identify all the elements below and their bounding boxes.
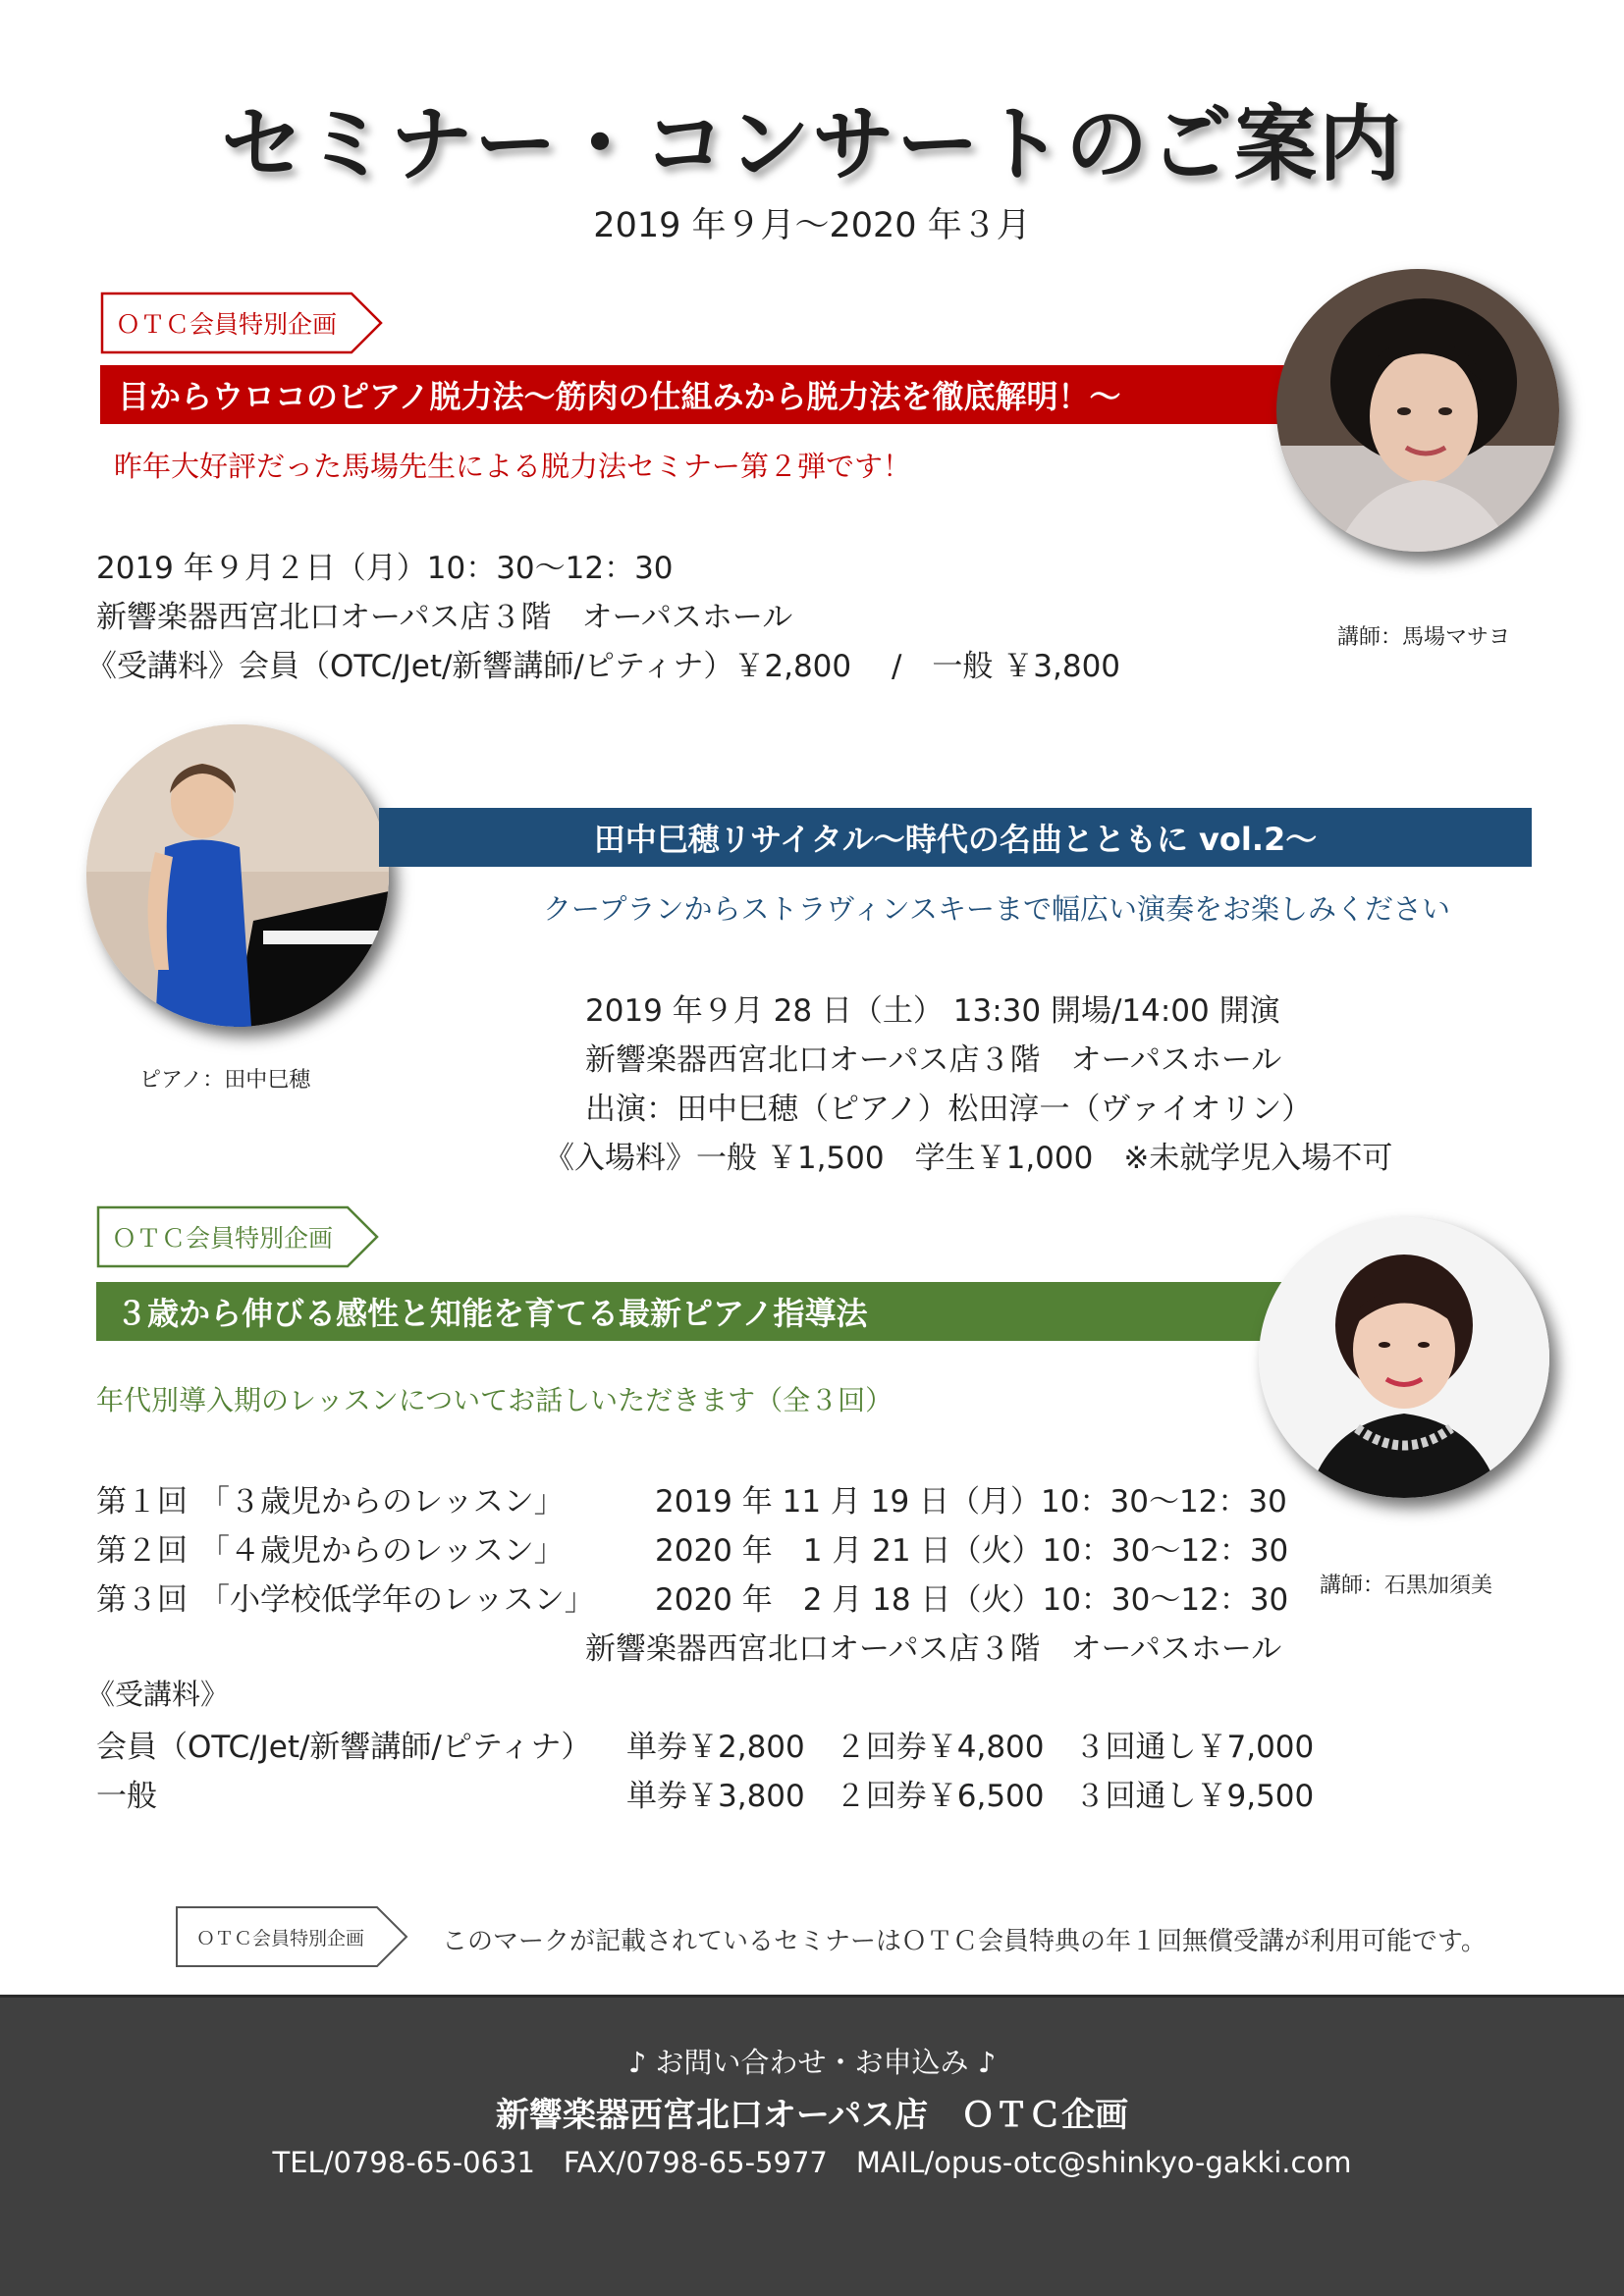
- seminar2-lead: 年代別導入期のレッスンについてお話しいただきます（全３回）: [96, 1384, 893, 1416]
- footer-store-name: 新響楽器西宮北口オーパス店 ＯＴＣ企画: [495, 2096, 1129, 2135]
- seminar1-instructor-caption: 講師：馬場マサヨ: [1337, 625, 1511, 650]
- fee-prices: 単券￥3,800 ２回券￥6,500 ３回通し￥9,500: [626, 1779, 1315, 1814]
- recital-title-banner: [379, 808, 1532, 867]
- session-name: 「４歳児からのレッスン」: [199, 1533, 565, 1569]
- session-number: 第３回: [96, 1582, 188, 1618]
- page-title: セミナー・コンサートのご案内: [220, 96, 1403, 192]
- session-row: [96, 1525, 1288, 1570]
- seminar1-lead: 昨年大好評だった馬場先生による脱力法セミナー第２弾です！: [114, 450, 912, 483]
- seminar2-instructor-caption: 講師：石黒加須美: [1320, 1574, 1493, 1598]
- fee-row: [96, 1771, 1314, 1815]
- instructor-photo-baba: [1276, 269, 1559, 552]
- seminar1-date: 2019 年９月２日（月）10：30〜12：30: [96, 551, 674, 586]
- fee-row: [96, 1722, 1314, 1766]
- fee-prices: 単券￥2,800 ２回券￥4,800 ３回通し￥7,000: [626, 1730, 1315, 1765]
- otc-tag-legend: [175, 1905, 410, 1968]
- recital-title: 田中巳穂リサイタル〜時代の名曲とともに vol.2〜: [593, 821, 1318, 858]
- fee-group: 会員（OTC/Jet/新響講師/ピティナ）: [96, 1730, 592, 1765]
- recital-fee: 《入場料》一般 ￥1,500 学生￥1,000 ※未就学児入場不可: [544, 1141, 1393, 1176]
- session-name: 「小学校低学年のレッスン」: [199, 1582, 595, 1618]
- seminar2-fee-heading: 《受講料》: [86, 1678, 230, 1711]
- contact-footer: [0, 1995, 1624, 2296]
- seminar2-title: ３歳から伸びる感性と知能を育てる最新ピアノ指導法: [116, 1295, 868, 1332]
- seminar2-venue: 新響楽器西宮北口オーパス店３階 オーパスホール: [585, 1631, 1282, 1667]
- otc-tag-label: ＯＴＣ会員特別企画: [116, 310, 338, 339]
- seminar1-title: 目からウロコのピアノ脱力法〜筋肉の仕組みから脱力法を徹底解明！〜: [118, 378, 1121, 415]
- otc-tag-label: ＯＴＣ会員特別企画: [196, 1927, 365, 1949]
- seminar1-title-banner: [100, 365, 1318, 424]
- seminar2-title-banner: [96, 1282, 1304, 1341]
- instructor-photo-ishiguro: [1259, 1217, 1549, 1498]
- performer-photo-tanaka: [86, 724, 389, 1027]
- otc-mark-legend-text: このマークが記載されているセミナーはＯＴＣ会員特典の年１回無償受講が利用可能です。: [442, 1927, 1487, 1956]
- footer-contact-info: TEL/0798-65-0631 FAX/0798-65-5977 MAIL/opus-otc@shinkyo-gakki.com: [272, 2146, 1352, 2179]
- otc-tag-seminar2: [96, 1205, 381, 1268]
- session-row: [96, 1476, 1287, 1521]
- recital-performer-caption: ピアノ：田中巳穂: [139, 1068, 311, 1093]
- session-number: 第１回: [96, 1484, 188, 1520]
- session-name: 「３歳児からのレッスン」: [199, 1484, 565, 1520]
- fee-group: 一般: [96, 1779, 157, 1814]
- seminar1-venue: 新響楽器西宮北口オーパス店３階 オーパスホール: [96, 600, 793, 635]
- recital-date: 2019 年９月 28 日（土） 13:30 開場/14:00 開演: [585, 993, 1280, 1029]
- session-number: 第２回: [96, 1533, 188, 1569]
- session-datetime: 2020 年 1 月 21 日（火）10：30〜12：30: [655, 1533, 1289, 1569]
- recital-lead: クープランからストラヴィンスキーまで幅広い演奏をお楽しみください: [543, 892, 1450, 926]
- session-datetime: 2020 年 2 月 18 日（火）10：30〜12：30: [655, 1582, 1289, 1618]
- seminar1-fee: 《受講料》会員（OTC/Jet/新響講師/ピティナ）￥2,800 / 一般 ￥3,800: [86, 649, 1121, 684]
- event-period: 2019 年９月〜2020 年３月: [593, 206, 1031, 245]
- recital-performers: 出演：田中巳穂（ピアノ）松田淳一（ヴァイオリン）: [585, 1092, 1313, 1127]
- footer-inquiry-heading: ♪ お問い合わせ・お申込み ♪: [627, 2046, 997, 2079]
- recital-venue: 新響楽器西宮北口オーパス店３階 オーパスホール: [585, 1042, 1282, 1078]
- otc-tag-seminar1: [100, 292, 385, 354]
- session-row: [96, 1575, 1288, 1619]
- session-datetime: 2019 年 11 月 19 日（月）10：30〜12：30: [655, 1484, 1287, 1520]
- otc-tag-label: ＯＴＣ会員特別企画: [112, 1224, 334, 1253]
